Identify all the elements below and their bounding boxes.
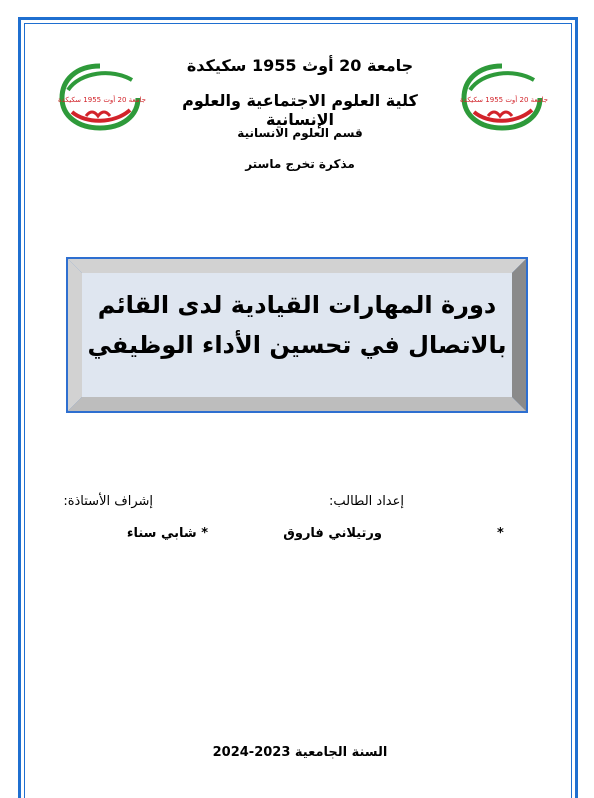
thesis-title-line1: دورة المهارات القيادية لدى القائم [97,291,497,319]
university-name: جامعة 20 أوث 1955 سكيكدة [186,56,414,75]
supervisor-label: إشراف الأستاذة: [63,494,153,509]
student-bullet: * [497,526,504,541]
faculty-name: كلية العلوم الاجتماعية والعلوم الإنسانية [182,91,418,129]
academic-year: السنة الجامعية 2023-2024 [212,745,388,760]
supervisor-name: * شابي سناء [126,526,208,541]
department-name: قسم العلوم الانسانية [237,126,363,140]
thesis-type: مذكرة تخرج ماستر [245,157,355,171]
logo-right-text: جامعة 20 أوت 1955 سكيكدة [460,96,548,104]
university-logo-left [56,62,144,132]
student-name: ورتيلاني فاروق [283,526,382,541]
thesis-title [84,285,510,365]
university-logo-right [458,62,546,132]
logo-left-text: جامعة 20 أوت 1955 سكيكدة [58,96,146,104]
thesis-title-line2: بالاتصال في تحسين الأداء الوظيفي [87,331,507,359]
prepared-by-label: إعداد الطالب: [328,494,404,509]
